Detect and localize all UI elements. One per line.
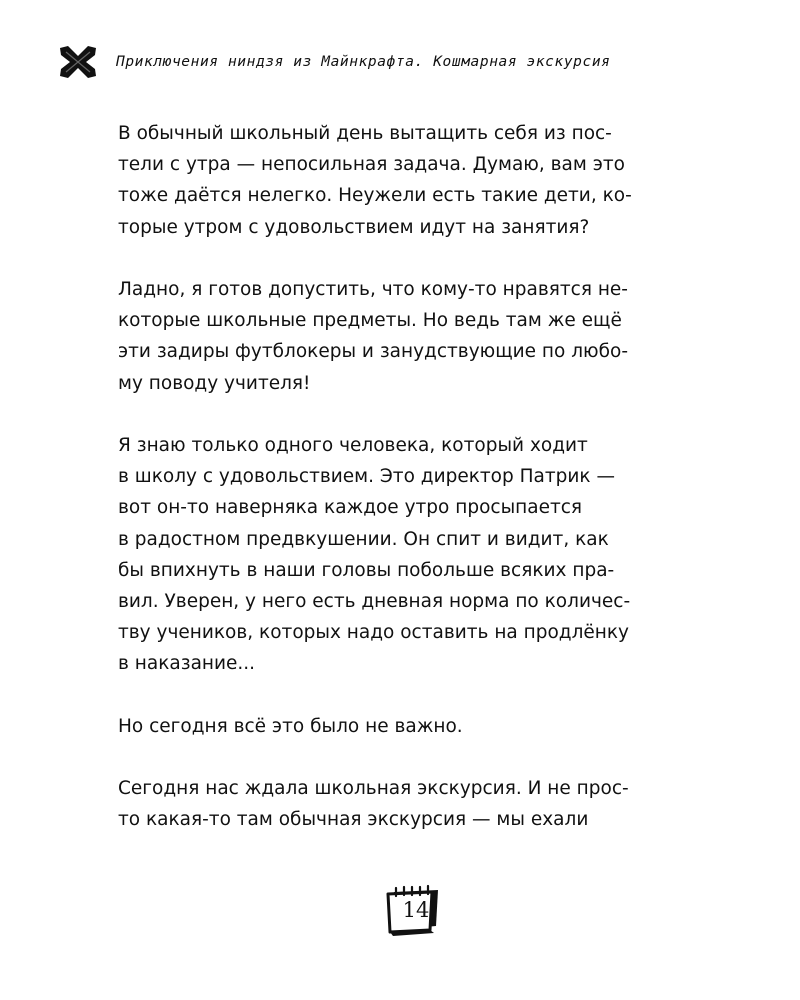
text-line: вил. Уверен, у него есть дневная норма по количес- (118, 591, 631, 613)
paragraph (118, 118, 718, 243)
paragraph (118, 773, 718, 835)
text-line: которые школьные предметы. Но ведь там же ещё (118, 310, 622, 332)
text-line: Сегодня нас ждала школьная экскурсия. И не прос- (118, 778, 629, 800)
text-line: вот он-то наверняка каждое утро просыпается (118, 497, 583, 519)
text-line: Но сегодня всё это было не важно. (118, 715, 463, 737)
text-line: Ладно, я готов допустить, что кому-то нравятся не- (118, 279, 628, 300)
text-line: то какая-то там обычная экскурсия — мы ехали (118, 809, 589, 831)
text-line: тву учеников, которых надо оставить на продлёнку (118, 622, 630, 644)
body-text (118, 118, 718, 867)
text-line: в радостном предвкушении. Он спит и видит, как (118, 528, 609, 550)
text-line: Я знаю только одного человека, который ходит (118, 435, 588, 456)
text-line: В обычный школьный день вытащить себя из пос- (118, 123, 612, 144)
text-line: в школу с удовольствием. Это директор Патрик — (118, 466, 615, 488)
text-line: торые утром с удовольствием идут на занятия? (118, 216, 590, 238)
page-number: 14 (402, 898, 430, 922)
paragraph (118, 430, 718, 680)
paragraph (118, 274, 718, 399)
text-line: эти задиры футблокеры и занудствующие по любо- (118, 341, 629, 363)
page-number-badge (384, 882, 446, 938)
running-header (58, 44, 610, 80)
paragraph (118, 711, 718, 742)
text-line: му поводу учителя! (118, 372, 311, 394)
crossed-swords-icon (58, 45, 98, 79)
text-line: тели с утра — непосильная задача. Думаю, вам это (118, 154, 625, 176)
text-line: в наказание... (118, 653, 256, 675)
text-line: тоже даётся нелегко. Неужели есть такие дети, ко- (118, 185, 632, 207)
text-line: бы впихнуть в наши головы побольше всяких пра- (118, 559, 615, 581)
book-title: Приключения ниндзя из Майнкрафта. Кошмарная экскурсия (116, 54, 611, 70)
